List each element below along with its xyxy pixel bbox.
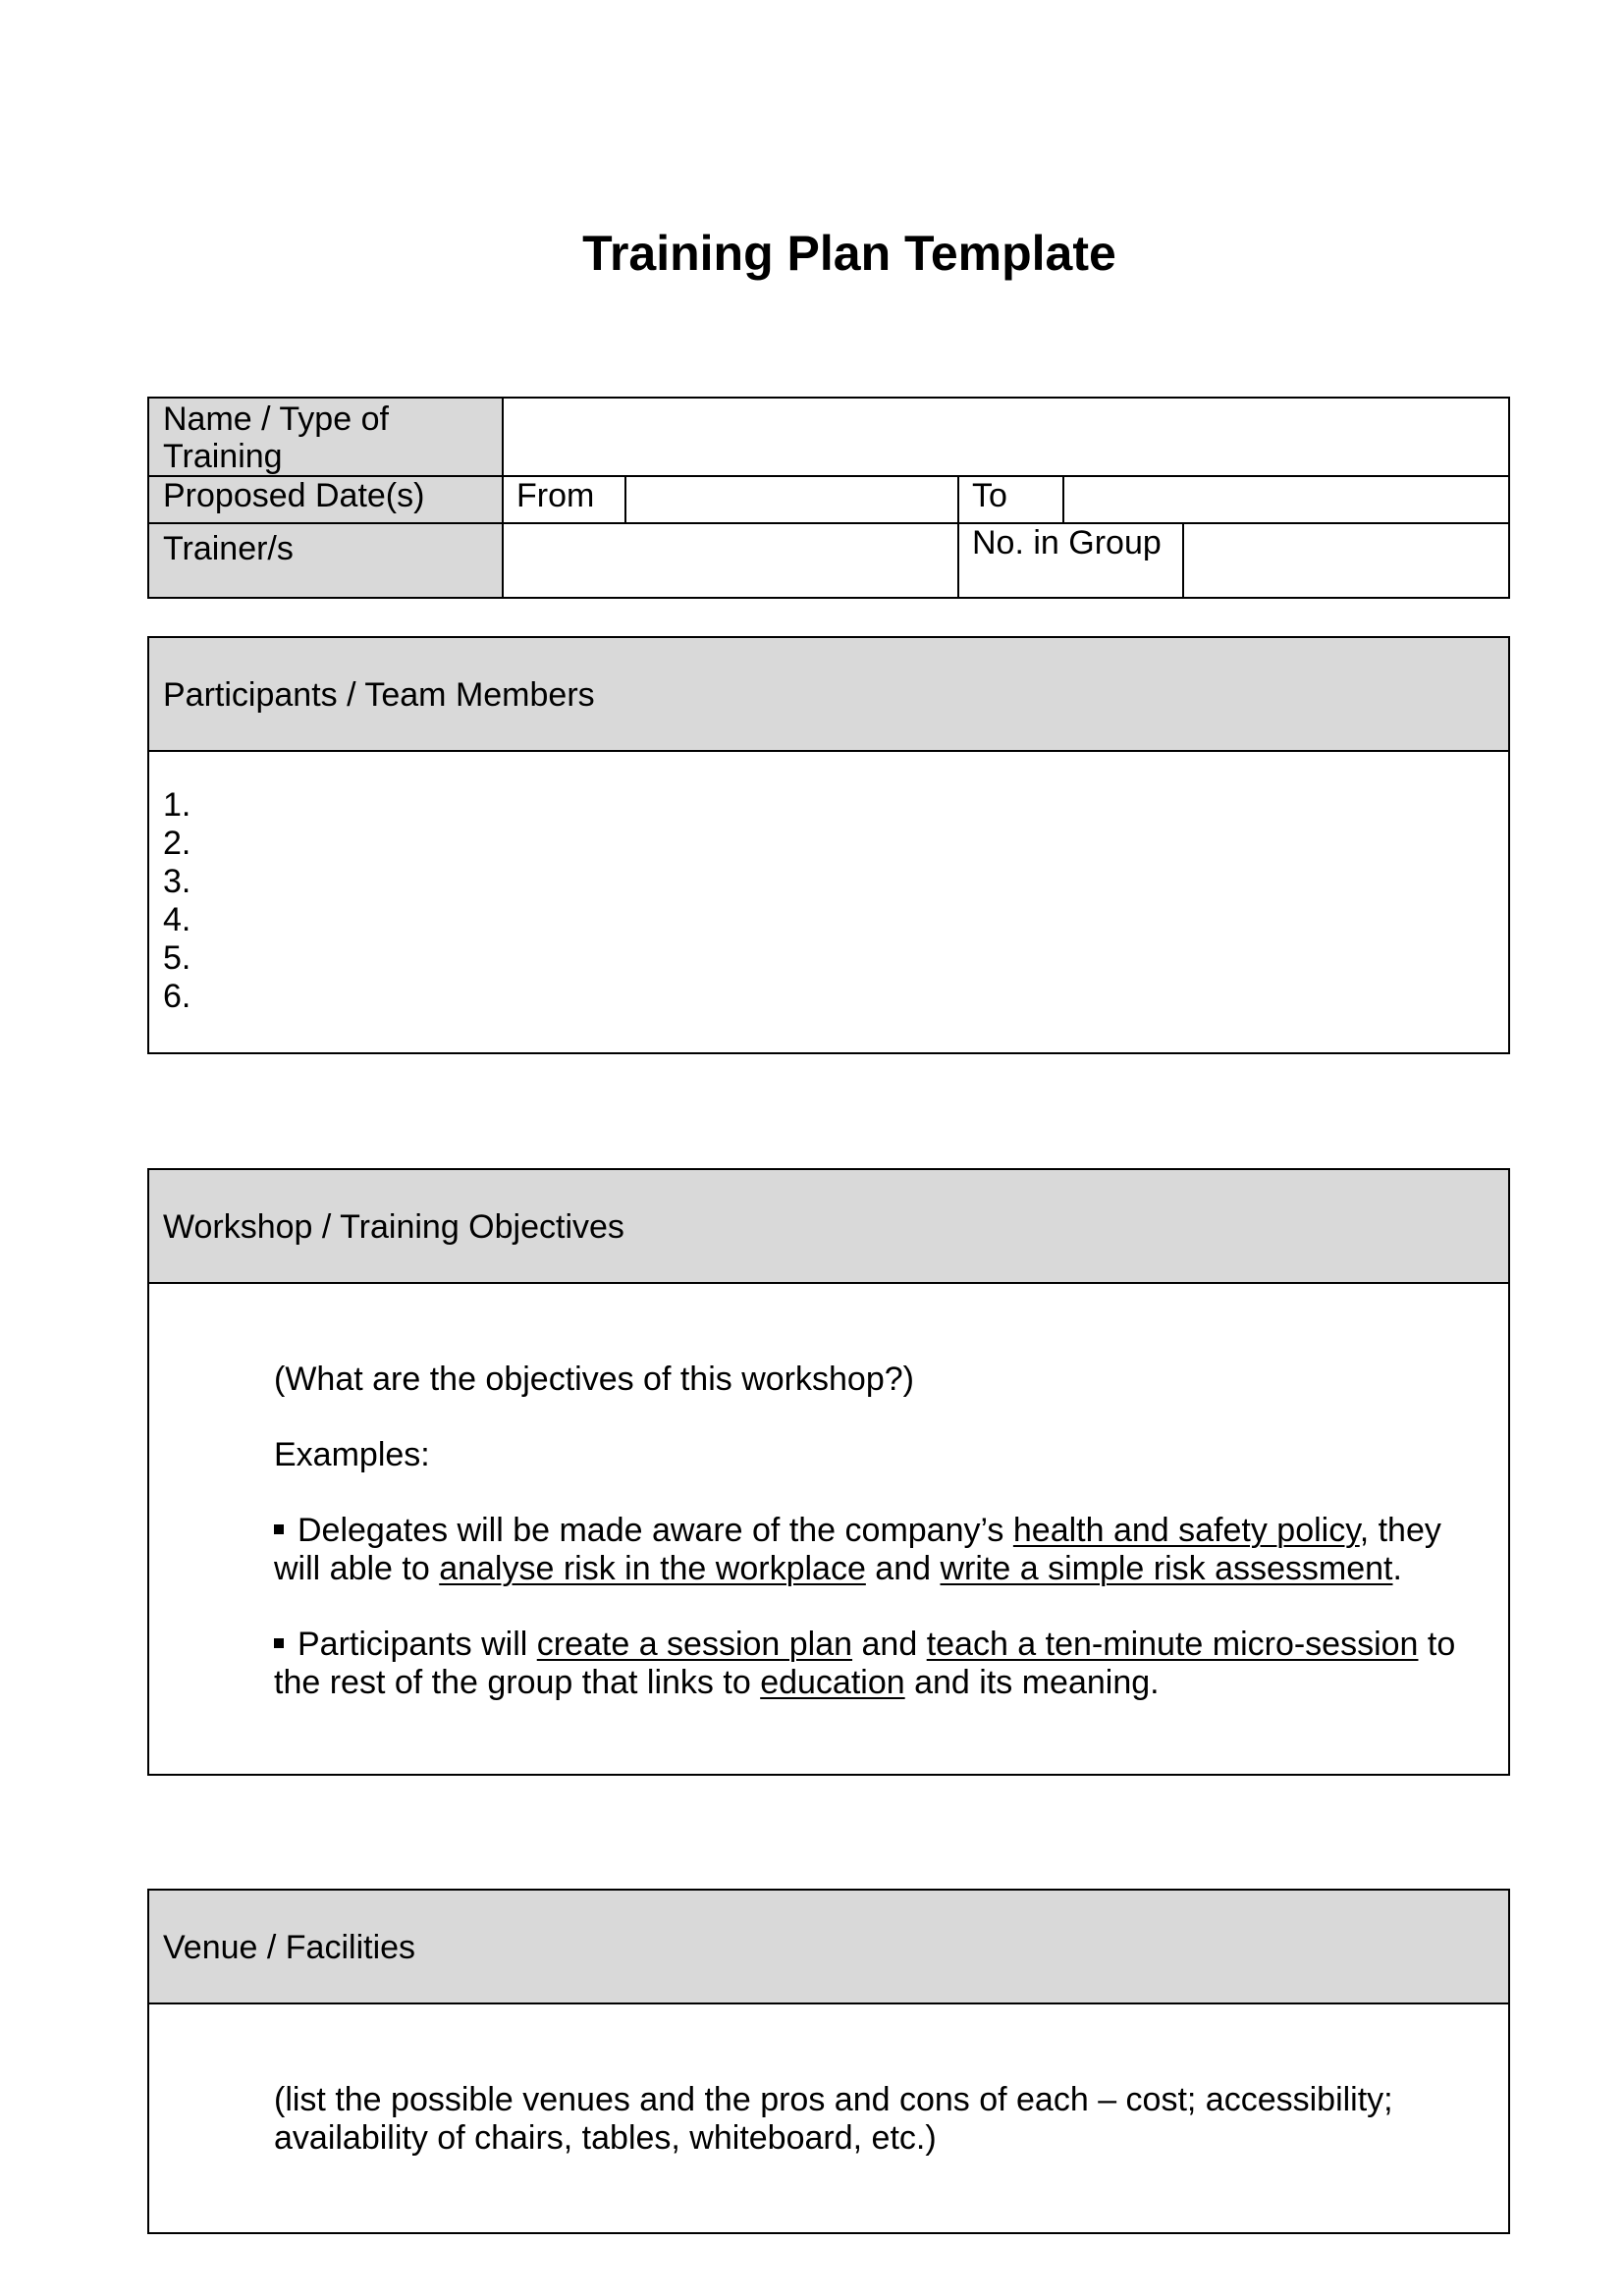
objectives-section <box>147 1168 1510 1776</box>
examples-label: Examples: <box>274 1436 430 1473</box>
participant-item[interactable]: 4. <box>163 901 191 938</box>
example-item: Delegates will be made aware of the company’s health and safety policy, they will able to analyse risk in the workplace and write a simple risk assessment. <box>274 1512 1441 1587</box>
participant-item[interactable]: 1. <box>163 786 191 824</box>
venue-section <box>147 1889 1510 2234</box>
to-label: To <box>972 477 1007 514</box>
bullet-icon <box>274 1638 284 1648</box>
venue-note: (list the possible venues and the pros and cons of each – cost; accessibility; availability of chairs, tables, whiteboard, etc.) <box>274 2081 1393 2157</box>
group-size-field[interactable] <box>1184 524 1508 597</box>
no-in-group-label: No. in Group <box>972 524 1162 561</box>
bullet-icon <box>274 1524 284 1534</box>
participant-item[interactable]: 2. <box>163 825 191 862</box>
participants-list <box>163 786 190 1016</box>
participants-section <box>147 636 1510 1054</box>
from-date-field[interactable] <box>626 477 957 522</box>
objectives-heading: Workshop / Training Objectives <box>149 1170 1508 1284</box>
page-title: Training Plan Template <box>582 226 1116 281</box>
from-label: From <box>516 477 595 514</box>
objectives-prompt: (What are the objectives of this workshop?) <box>274 1361 914 1398</box>
participants-heading: Participants / Team Members <box>149 638 1508 752</box>
training-name-field[interactable] <box>504 399 1508 475</box>
trainers-label: Trainer/s <box>163 530 294 567</box>
trainers-field[interactable] <box>504 524 957 597</box>
participant-item[interactable]: 3. <box>163 863 191 900</box>
to-date-field[interactable] <box>1064 477 1508 522</box>
proposed-dates-label: Proposed Date(s) <box>163 477 425 514</box>
participant-item[interactable]: 5. <box>163 939 191 977</box>
participant-item[interactable]: 6. <box>163 978 191 1015</box>
name-type-label: Name / Type of Training <box>163 400 389 475</box>
column-divider <box>957 475 959 597</box>
example-item: Participants will create a session plan and teach a ten-minute micro-session to the rest of the group that links to education and its meaning. <box>274 1626 1456 1701</box>
venue-heading: Venue / Facilities <box>149 1891 1508 2004</box>
header-table <box>147 397 1510 599</box>
